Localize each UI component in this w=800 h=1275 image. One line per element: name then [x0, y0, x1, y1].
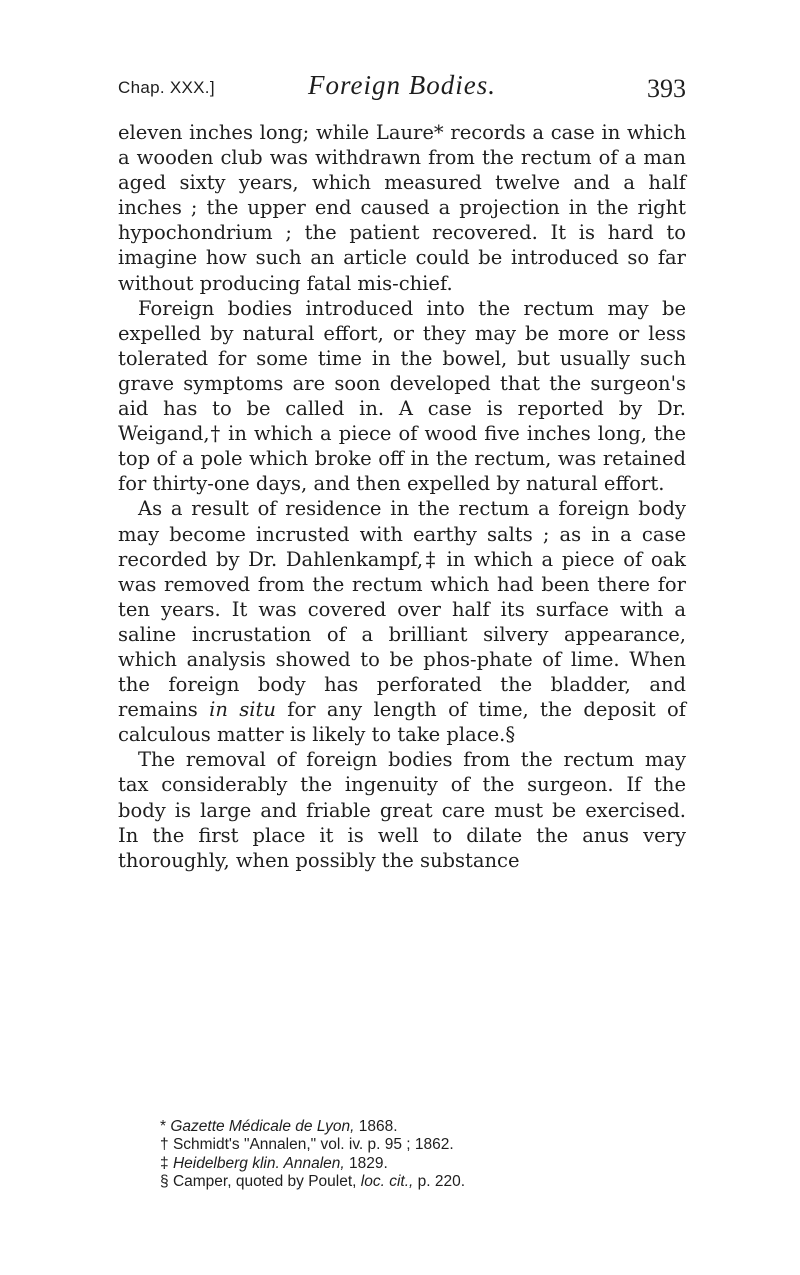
footnote-1-mark: *: [160, 1118, 171, 1135]
footnote-1-source: Gazette Médicale de Lyon,: [170, 1118, 355, 1135]
footnote-3-mark: ‡: [160, 1154, 173, 1172]
running-head: [118, 70, 686, 110]
paragraph-3-italic: in situ: [209, 698, 276, 722]
paragraph-2: Foreign bodies introduced into the rectum may be expelled by natural effort, or they may be more or less tolerated for some time in the bowel, but usually such grave symptoms are soon developed that the surgeon's aid has to be called in. A case is reported by Dr. Weigand,† in which a piece of wood five inches long, the top of a pole which broke off in the rectum, was retained for thirty-one days, and then expelled by natural effort.: [118, 296, 686, 496]
footnote-1-rest: 1868.: [354, 1118, 398, 1135]
footnote-4-text-a: Camper, quoted by Poulet,: [172, 1173, 361, 1191]
paragraph-1: eleven inches long; while Laure* records a case in which a wooden club was withdrawn from the rectum of a man aged sixty years, which measured twelve and a half inches ; the upper end caused a projection in the right hypochondrium ; the patient recovered. It is hard to imagine how such an article could be introduced so far without producing fatal mis-chief.: [118, 121, 686, 295]
footnote-1: [160, 1118, 640, 1136]
footnote-2-text: Schmidt's "Annalen," vol. iv. p. 95 ; 1862.: [172, 1136, 454, 1154]
footnote-2-mark: †: [160, 1136, 173, 1154]
body-text: [118, 120, 686, 873]
paragraph-3-text-a: As a result of residence in the rectum a foreign body may become incrusted with earthy salts ; as in a case recorded by Dr. Dahlenkampf,‡ in which a piece of oak was removed from the rectum which had been there for ten years. It was covered over half its surface with a saline incrustation of a brilliant silvery appearance, which analysis showed to be phos-phate of lime. When the foreign body has perforated the bladder, and remains: [118, 497, 686, 722]
footnotes: [160, 1118, 640, 1192]
footnote-3: [160, 1155, 640, 1173]
footnote-3-source: Heidelberg klin. Annalen,: [172, 1154, 345, 1172]
paragraph-4: The removal of foreign bodies from the rectum may tax considerably the ingenuity of the surgeon. If the body is large and friable great care must be exercised. In the first place it is well to dilate the anus very thoroughly, when possibly the substance: [118, 748, 686, 872]
footnote-3-rest: 1829.: [344, 1154, 388, 1172]
page-number: 393: [647, 74, 686, 103]
footnote-4: [160, 1173, 640, 1191]
footnote-4-italic: loc. cit.,: [360, 1173, 414, 1191]
footnote-2: [160, 1136, 640, 1154]
paragraph-3-text-b: for any length of time, the deposit of calculous matter is likely to take place.§: [118, 698, 686, 747]
footnote-4-mark: §: [160, 1173, 173, 1191]
running-title: Foreign Bodies.: [308, 70, 496, 100]
paragraph-3: [118, 496, 686, 747]
chapter-label: Chap. XXX.]: [118, 78, 215, 97]
footnote-4-text-b: p. 220.: [413, 1173, 466, 1191]
